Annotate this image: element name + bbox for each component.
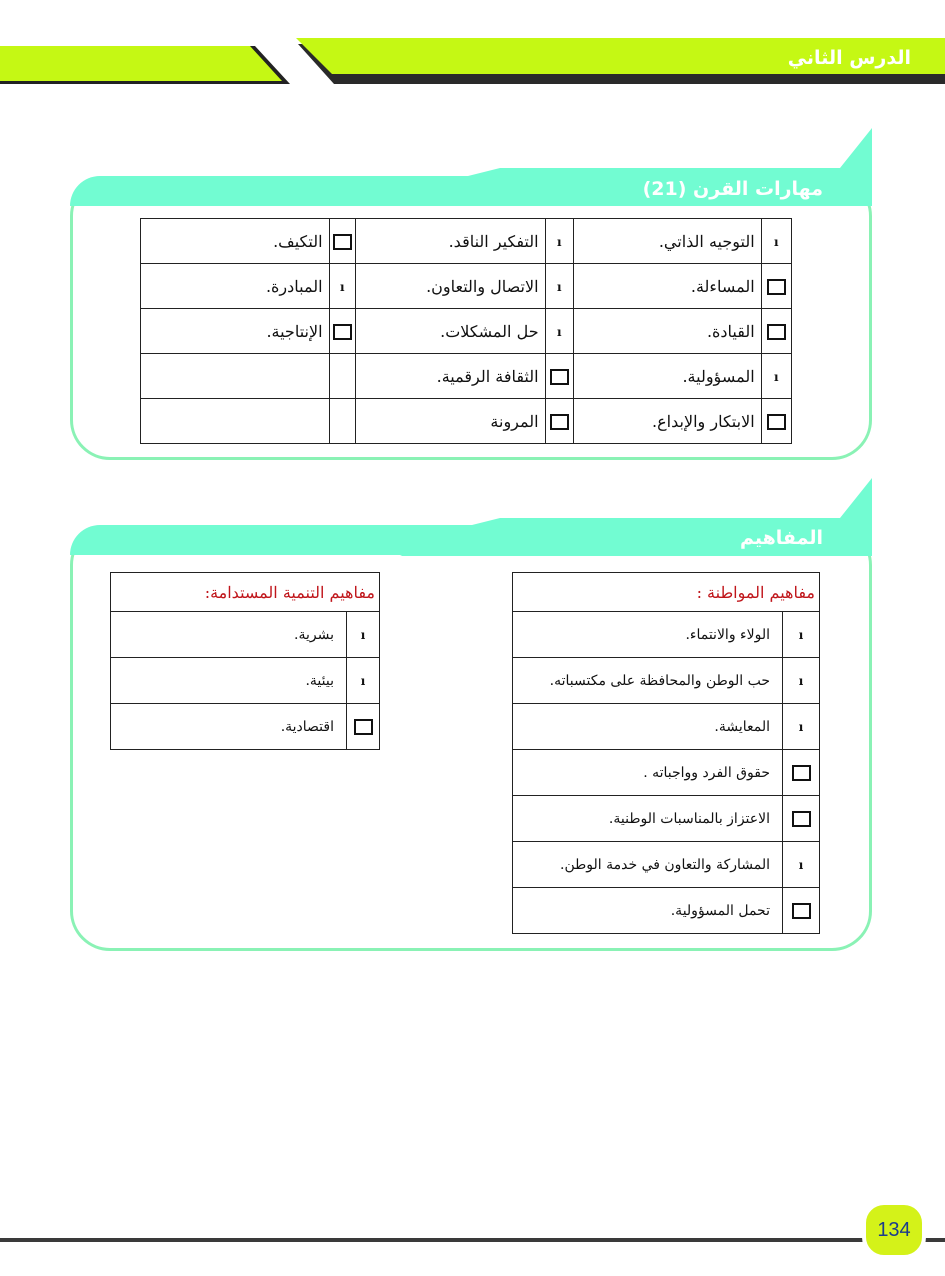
skills-table	[140, 218, 792, 444]
checkbox-ticked[interactable]	[783, 842, 820, 888]
checkbox-ticked[interactable]	[545, 264, 573, 309]
concept-label: تحمل المسؤولية.	[513, 888, 783, 934]
skill-label: التكيف.	[141, 219, 330, 264]
list-item	[513, 796, 820, 842]
concepts-title: المفاهيم	[739, 527, 823, 549]
checkbox-empty[interactable]	[347, 704, 380, 750]
skill-label: المسؤولية.	[574, 354, 762, 399]
checkbox-empty[interactable]	[761, 399, 791, 444]
checkbox-empty[interactable]	[329, 309, 356, 354]
square-icon	[767, 414, 786, 430]
checkbox-ticked[interactable]	[761, 219, 791, 264]
skill-label: الابتكار والإبداع.	[574, 399, 762, 444]
skills-title: مهارات القرن (21)	[642, 178, 823, 200]
skill-label	[141, 399, 330, 444]
checkbox-empty[interactable]	[783, 750, 820, 796]
list-item	[513, 842, 820, 888]
tick-mark-icon: ı	[340, 280, 345, 294]
footer-line	[0, 1238, 945, 1242]
square-icon	[333, 324, 352, 340]
skill-label: المساءلة.	[574, 264, 762, 309]
checkbox-ticked[interactable]	[761, 354, 791, 399]
square-icon	[792, 765, 811, 781]
skills-row	[141, 219, 792, 264]
tick-mark-icon: ı	[557, 280, 562, 294]
tick-mark-icon: ı	[774, 370, 779, 384]
skill-label: حل المشكلات.	[356, 309, 545, 354]
concept-label: المشاركة والتعاون في خدمة الوطن.	[513, 842, 783, 888]
sustainability-heading: مفاهيم التنمية المستدامة:	[111, 573, 380, 612]
skill-label	[141, 354, 330, 399]
checkbox-ticked[interactable]	[347, 658, 380, 704]
concept-label: اقتصادية.	[111, 704, 347, 750]
lesson-title: الدرس الثاني	[787, 47, 911, 69]
list-item	[513, 704, 820, 750]
skill-label: القيادة.	[574, 309, 762, 354]
checkbox-ticked[interactable]	[347, 612, 380, 658]
checkbox-ticked[interactable]	[783, 612, 820, 658]
empty-cell	[329, 399, 356, 444]
skills-row	[141, 354, 792, 399]
concept-label: حب الوطن والمحافظة على مكتسباته.	[513, 658, 783, 704]
list-item	[111, 658, 380, 704]
header-left-bar	[0, 46, 282, 81]
tick-mark-icon: ı	[798, 673, 804, 688]
checkbox-ticked[interactable]	[783, 704, 820, 750]
checkbox-ticked[interactable]	[783, 658, 820, 704]
tick-mark-icon: ı	[798, 857, 804, 872]
concept-label: بشرية.	[111, 612, 347, 658]
tick-mark-icon: ı	[798, 719, 804, 734]
square-icon	[792, 811, 811, 827]
checkbox-empty[interactable]	[783, 796, 820, 842]
checkbox-empty[interactable]	[329, 219, 356, 264]
list-item	[513, 658, 820, 704]
skill-label: الاتصال والتعاون.	[356, 264, 545, 309]
checkbox-ticked[interactable]	[329, 264, 356, 309]
skill-label: المرونة	[356, 399, 545, 444]
citizenship-heading: مفاهيم المواطنة :	[513, 573, 820, 612]
tick-mark-icon: ı	[557, 235, 562, 249]
checkbox-empty[interactable]	[761, 309, 791, 354]
concept-label: المعايشة.	[513, 704, 783, 750]
list-item	[513, 888, 820, 934]
concept-label: الولاء والانتماء.	[513, 612, 783, 658]
skills-row	[141, 309, 792, 354]
square-icon	[550, 369, 569, 385]
square-icon	[792, 903, 811, 919]
empty-cell	[329, 354, 356, 399]
checkbox-empty[interactable]	[545, 354, 573, 399]
tick-mark-icon: ı	[360, 627, 366, 642]
sustainability-table	[110, 572, 380, 750]
tick-mark-icon: ı	[557, 325, 562, 339]
checkbox-empty[interactable]	[761, 264, 791, 309]
tick-mark-icon: ı	[774, 235, 779, 249]
concept-label: الاعتزاز بالمناسبات الوطنية.	[513, 796, 783, 842]
list-item	[111, 612, 380, 658]
skill-label: الثقافة الرقمية.	[356, 354, 545, 399]
skill-label: التفكير الناقد.	[356, 219, 545, 264]
skills-row	[141, 264, 792, 309]
skill-label: التوجيه الذاتي.	[574, 219, 762, 264]
citizenship-table	[512, 572, 820, 934]
tick-mark-icon: ı	[360, 673, 366, 688]
list-item	[111, 704, 380, 750]
list-item	[513, 750, 820, 796]
concept-label: بيئية.	[111, 658, 347, 704]
square-icon	[333, 234, 352, 250]
square-icon	[550, 414, 569, 430]
concept-label: حقوق الفرد وواجباته .	[513, 750, 783, 796]
square-icon	[767, 279, 786, 295]
checkbox-ticked[interactable]	[545, 309, 573, 354]
checkbox-empty[interactable]	[783, 888, 820, 934]
skills-row	[141, 399, 792, 444]
checkbox-empty[interactable]	[545, 399, 573, 444]
checkbox-ticked[interactable]	[545, 219, 573, 264]
skill-label: الإنتاجية.	[141, 309, 330, 354]
list-item	[513, 612, 820, 658]
square-icon	[354, 719, 373, 735]
tick-mark-icon: ı	[798, 627, 804, 642]
square-icon	[767, 324, 786, 340]
skill-label: المبادرة.	[141, 264, 330, 309]
page-number: 134	[862, 1201, 926, 1259]
